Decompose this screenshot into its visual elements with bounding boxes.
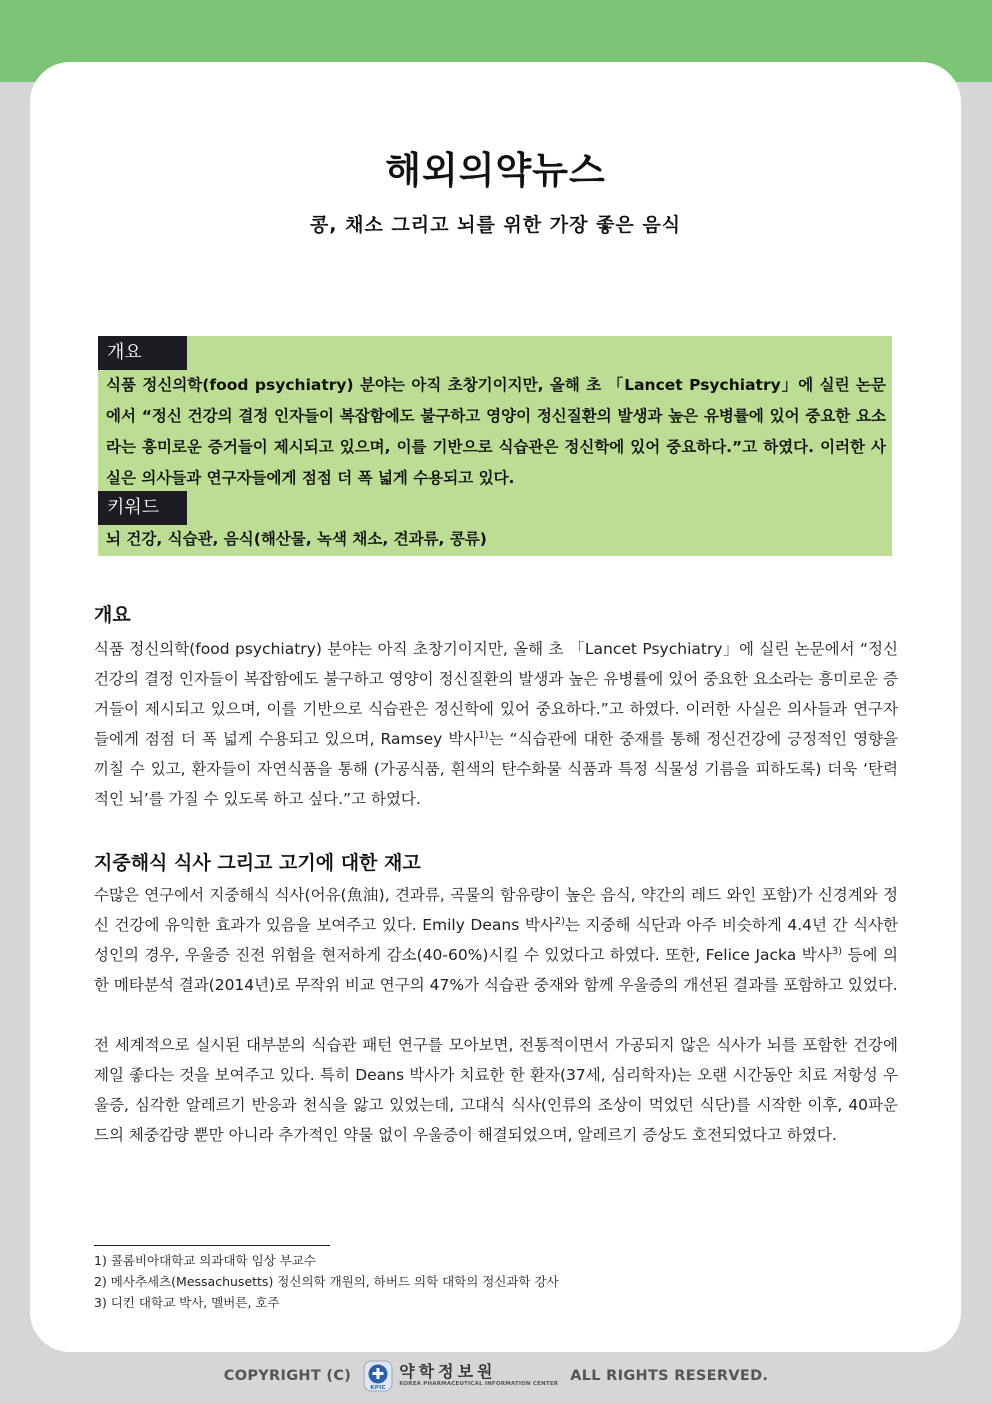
mediterranean-text-part1: 수많은 연구에서 지중해식 식사(어유(魚油), 견과류, 곡물의 함유량이 높은 음식, 약간의 레드 와인 포함)가 신경계와 정신 건강에 유익한 효과가 있음을 보여주고 있다. Emily Deans 박사 (94, 886, 898, 934)
section-mediterranean-paragraph-2: 전 세계적으로 실시된 대부분의 식습관 패턴 연구를 모아보면, 전통적이면서 가공되지 않은 식사가 뇌를 포함한 건강에 제일 좋다는 것을 보여주고 있다. 특히 Deans 박사가 치료한 한 환자(37세, 심리학자)는 오랜 시간동안 치료 저항성 우울증, 심각한 알레르기 반응과 천식을 앓고 있었는데, 고대식 식사(인류의 조상이 먹었던 식단)를 시작한 이후, 40파운드의 체중감량 뿐만 아니라 추가적인 약물 없이 우울증이 해결되었으며, 알레르기 증상도 호전되었다고 하였다. (94, 1036, 898, 1144)
kpic-badge-text: KPIC (370, 1385, 386, 1391)
copyright-footer (0, 1360, 992, 1392)
section-overview-heading: 개요 (94, 604, 131, 626)
rights-text: ALL RIGHTS RESERVED. (570, 1368, 769, 1384)
summary-keyword-text: 뇌 건강, 식습관, 음식(해산물, 녹색 채소, 견과류, 콩류) (106, 530, 487, 548)
mediterranean-text-part2: 는 지중해 식단과 아주 비슷하게 4.4년 간 식사한 성인의 경우, 우울증 진전 위험을 현저하게 감소(40-60%)시킬 수 있었다고 하였다. 또한, Felice Jacka 박사 (94, 916, 898, 964)
footnote-ref-3: 3) (831, 945, 843, 957)
overview-text-part1: 식품 정신의학(food psychiatry) 분야는 아직 초창기이지만, 올해 초 「Lancet Psychiatry」에 실린 논문에서 “정신 건강의 결정 인자들이 복잡함에도 불구하고 영양이 정신질환의 발생과 높은 유병률에 있어 중요한 요소라는 흥미로운 증거들이 제시되고 있으며, 이를 기반으로 식습관은 정신학에 있어 중요하다.”고 하였다. 이러한 사실은 의사들과 연구자들에게 점점 더 폭 넓게 수용되고 있으며, Ramsey 박사 (94, 640, 898, 748)
footnote-ref-1: 1) (478, 729, 489, 741)
footnote-3: 3) 디킨 대학교 박사, 멜버른, 호주 (94, 1295, 280, 1310)
summary-keyword-label: 키워드 (98, 491, 187, 525)
summary-overview-text: 식품 정신의학(food psychiatry) 분야는 아직 초창기이지만, 올해 초 「Lancet Psychiatry」에 실린 논문에서 “정신 건강의 결정 인자들이 복잡함에도 불구하고 영양이 정신질환의 발생과 높은 유병률에 있어 중요한 요소라는 흥미로운 증거들이 제시되고 있으며, 이를 기반으로 식습관은 정신학에 있어 중요하다.”고 하였다. 이러한 사실은 의사들과 연구자들에게 점점 더 폭 넓게 수용되고 있다. (106, 376, 886, 487)
kpic-english-name: KOREA PHARMACEUTICAL INFORMATION CENTER (399, 1381, 559, 1388)
page-title: 해외의약뉴스 (385, 149, 606, 192)
document-page (30, 62, 961, 1352)
section-overview-paragraph (94, 634, 898, 814)
footnote-1: 1) 콜롬비아대학교 의과대학 임상 부교수 (94, 1253, 316, 1268)
kpic-korean-name: 약학정보원 (399, 1362, 497, 1382)
section-mediterranean-heading: 지중해식 식사 그리고 고기에 대한 재고 (94, 852, 421, 874)
kpic-emblem-icon (363, 1360, 393, 1392)
summary-box (98, 336, 892, 556)
article-subtitle: 콩, 채소 그리고 뇌를 위한 가장 좋은 음식 (309, 214, 682, 236)
footnote-ref-2: 2) (554, 915, 566, 927)
footnote-divider (94, 1245, 330, 1246)
kpic-logo (363, 1360, 558, 1392)
footnote-2: 2) 메사추세츠(Messachusetts) 정신의학 개원의, 하버드 의학 대학의 정신과학 강사 (94, 1274, 559, 1289)
summary-overview-label: 개요 (98, 336, 187, 370)
overview-text-part2: 는 “식습관에 대한 중재를 통해 정신건강에 긍정적인 영향을 끼칠 수 있고, 환자들이 자연식품을 통해 (가공식품, 흰색의 탄수화물 식품과 특정 식물성 기름을 피하도록) 더욱 ‘탄력적인 뇌’를 가질 수 있도록 하고 싶다.”고 하였다. (94, 730, 899, 808)
copyright-text: COPYRIGHT (C) (223, 1368, 352, 1384)
mediterranean-text-part3: 등에 의한 메타분석 결과(2014년)로 무작위 비교 연구의 47%가 식습관 중재와 함께 우울증의 개선된 결과를 포함하고 있었다. (94, 946, 898, 994)
footnotes (94, 1250, 559, 1313)
section-mediterranean-paragraph-1 (94, 880, 898, 1000)
